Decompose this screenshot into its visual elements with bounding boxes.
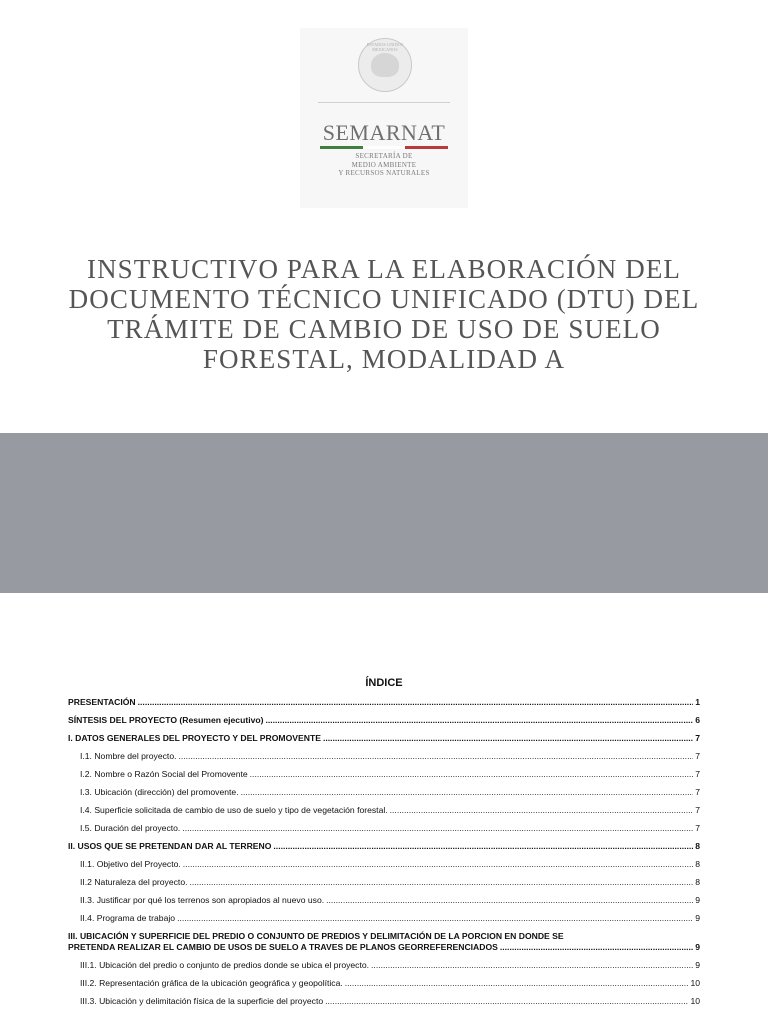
toc-entry-label: SÍNTESIS DEL PROYECTO (Resumen ejecutivo) (68, 715, 264, 725)
toc-leader-dots (183, 859, 693, 870)
toc-entry[interactable] (68, 751, 700, 762)
toc-entry[interactable] (68, 859, 700, 870)
brand-subtitle-line: Y RECURSOS NATURALES (338, 169, 430, 177)
toc-entry-label: I.4. Superficie solicitada de cambio de uso de suelo y tipo de vegetación forestal. (80, 805, 388, 815)
toc-entry[interactable] (68, 733, 700, 744)
toc-entry[interactable] (68, 841, 700, 852)
toc-leader-dots (325, 996, 688, 1007)
table-of-contents (68, 697, 700, 1007)
toc-leader-dots (390, 805, 694, 816)
document-title (40, 254, 728, 374)
toc-entry-label: II. USOS QUE SE PRETENDAN DAR AL TERRENO (68, 841, 272, 851)
toc-leader-dots (138, 697, 694, 708)
brand-subtitle (300, 152, 468, 178)
toc-entry-label: PRETENDA REALIZAR EL CAMBIO DE USOS DE SUELO A TRAVES DE PLANOS GEORREFERENCIADOS (68, 942, 498, 952)
toc-entry[interactable] (68, 805, 700, 816)
toc-leader-dots (500, 942, 693, 953)
toc-leader-dots (177, 913, 693, 924)
toc-entry-label: III. UBICACIÓN Y SUPERFICIE DEL PREDIO O CONJUNTO DE PREDIOS Y DELIMITACIÓN DE LA PORCION EN DONDE SE (68, 931, 564, 941)
toc-leader-dots (273, 841, 693, 852)
toc-entry[interactable] (68, 787, 700, 798)
toc-entry[interactable] (68, 769, 700, 780)
brand-name: SEMARNAT (322, 120, 446, 145)
toc-entry-label: II.4. Programa de trabajo (80, 913, 176, 923)
toc-page-number: 7 (695, 787, 700, 797)
toc-entry-label: I.1. Nombre del proyecto. (80, 751, 177, 761)
gray-banner (0, 433, 768, 593)
toc-entry-label: I. DATOS GENERALES DEL PROYECTO Y DEL PROMOVENTE (68, 733, 321, 743)
toc-page-number: 6 (695, 715, 700, 725)
toc-entry-label: I.2. Nombre o Razón Social del Promovente (80, 769, 248, 779)
toc-entry[interactable] (68, 978, 700, 989)
eagle-emblem (371, 53, 399, 77)
toc-leader-dots (189, 877, 693, 888)
toc-page-number: 7 (695, 823, 700, 833)
toc-entry[interactable] (68, 895, 700, 906)
toc-entry-label: I.3. Ubicación (dirección) del promovente. (80, 787, 239, 797)
title-line: DOCUMENTO TÉCNICO UNIFICADO (DTU) DEL (68, 284, 700, 314)
toc-entry[interactable] (68, 996, 700, 1007)
tricolor-red (405, 146, 448, 149)
tricolor-green (320, 146, 363, 149)
toc-leader-dots (371, 960, 693, 971)
brand-subtitle-line: MEDIO AMBIENTE (351, 160, 417, 169)
toc-leader-dots (179, 751, 694, 762)
logo-divider (318, 102, 450, 103)
toc-entry-label: I.5. Duración del proyecto. (80, 823, 181, 833)
toc-page-number: 9 (695, 913, 700, 923)
tricolor-stripe (320, 146, 448, 149)
toc-entry-label: II.2 Naturaleza del proyecto. (80, 877, 188, 887)
toc-page-number: 9 (695, 895, 700, 905)
toc-entry[interactable] (68, 931, 700, 953)
toc-leader-dots (345, 978, 689, 989)
title-line: FORESTAL, MODALIDAD A (202, 344, 566, 374)
toc-page-number: 7 (695, 769, 700, 779)
toc-entry[interactable] (68, 715, 700, 726)
national-seal-icon (358, 38, 412, 92)
toc-entry[interactable] (68, 913, 700, 924)
seal-text: ESTADOS UNIDOS MEXICANOS (366, 42, 404, 52)
toc-entry[interactable] (68, 960, 700, 971)
toc-page-number: 8 (695, 877, 700, 887)
toc-page-number: 8 (695, 841, 700, 851)
index-heading: ÍNDICE (365, 677, 403, 689)
toc-entry-continuation (68, 942, 700, 953)
toc-page-number: 10 (690, 978, 700, 988)
toc-leader-dots (323, 733, 693, 744)
toc-entry[interactable] (68, 877, 700, 888)
toc-leader-dots (182, 823, 693, 834)
toc-leader-dots (241, 787, 694, 798)
toc-entry-label: III.1. Ubicación del predio o conjunto de predios donde se ubica el proyecto. (80, 960, 370, 970)
toc-entry-label: PRESENTACIÓN (68, 697, 136, 707)
title-line: TRÁMITE DE CAMBIO DE USO DE SUELO (107, 314, 661, 344)
toc-leader-dots (265, 715, 693, 726)
tricolor-white (363, 146, 406, 149)
toc-page-number: 7 (695, 733, 700, 743)
toc-page-number: 10 (690, 996, 700, 1006)
toc-page-number: 8 (695, 859, 700, 869)
toc-entry[interactable] (68, 697, 700, 708)
toc-page-number: 9 (695, 960, 700, 970)
toc-page-number: 7 (695, 751, 700, 761)
toc-page-number: 9 (695, 942, 700, 952)
brand-subtitle-line: SECRETARÍA DE (355, 152, 413, 160)
toc-entry-label: II.3. Justificar por qué los terrenos son apropiados al nuevo uso. (80, 895, 325, 905)
toc-entry-label: II.1. Objetivo del Proyecto. (80, 859, 181, 869)
toc-entry[interactable] (68, 823, 700, 834)
toc-page-number: 7 (695, 805, 700, 815)
title-line: INSTRUCTIVO PARA LA ELABORACIÓN DEL (86, 254, 682, 284)
toc-entry-label: III.3. Ubicación y delimitación física de la superficie del proyecto (80, 996, 324, 1006)
toc-entry-label: III.2. Representación gráfica de la ubicación geográfica y geopolítica. (80, 978, 343, 988)
semarnat-logo (300, 28, 468, 208)
toc-leader-dots (326, 895, 693, 906)
toc-leader-dots (250, 769, 694, 780)
toc-page-number: 1 (695, 697, 700, 707)
